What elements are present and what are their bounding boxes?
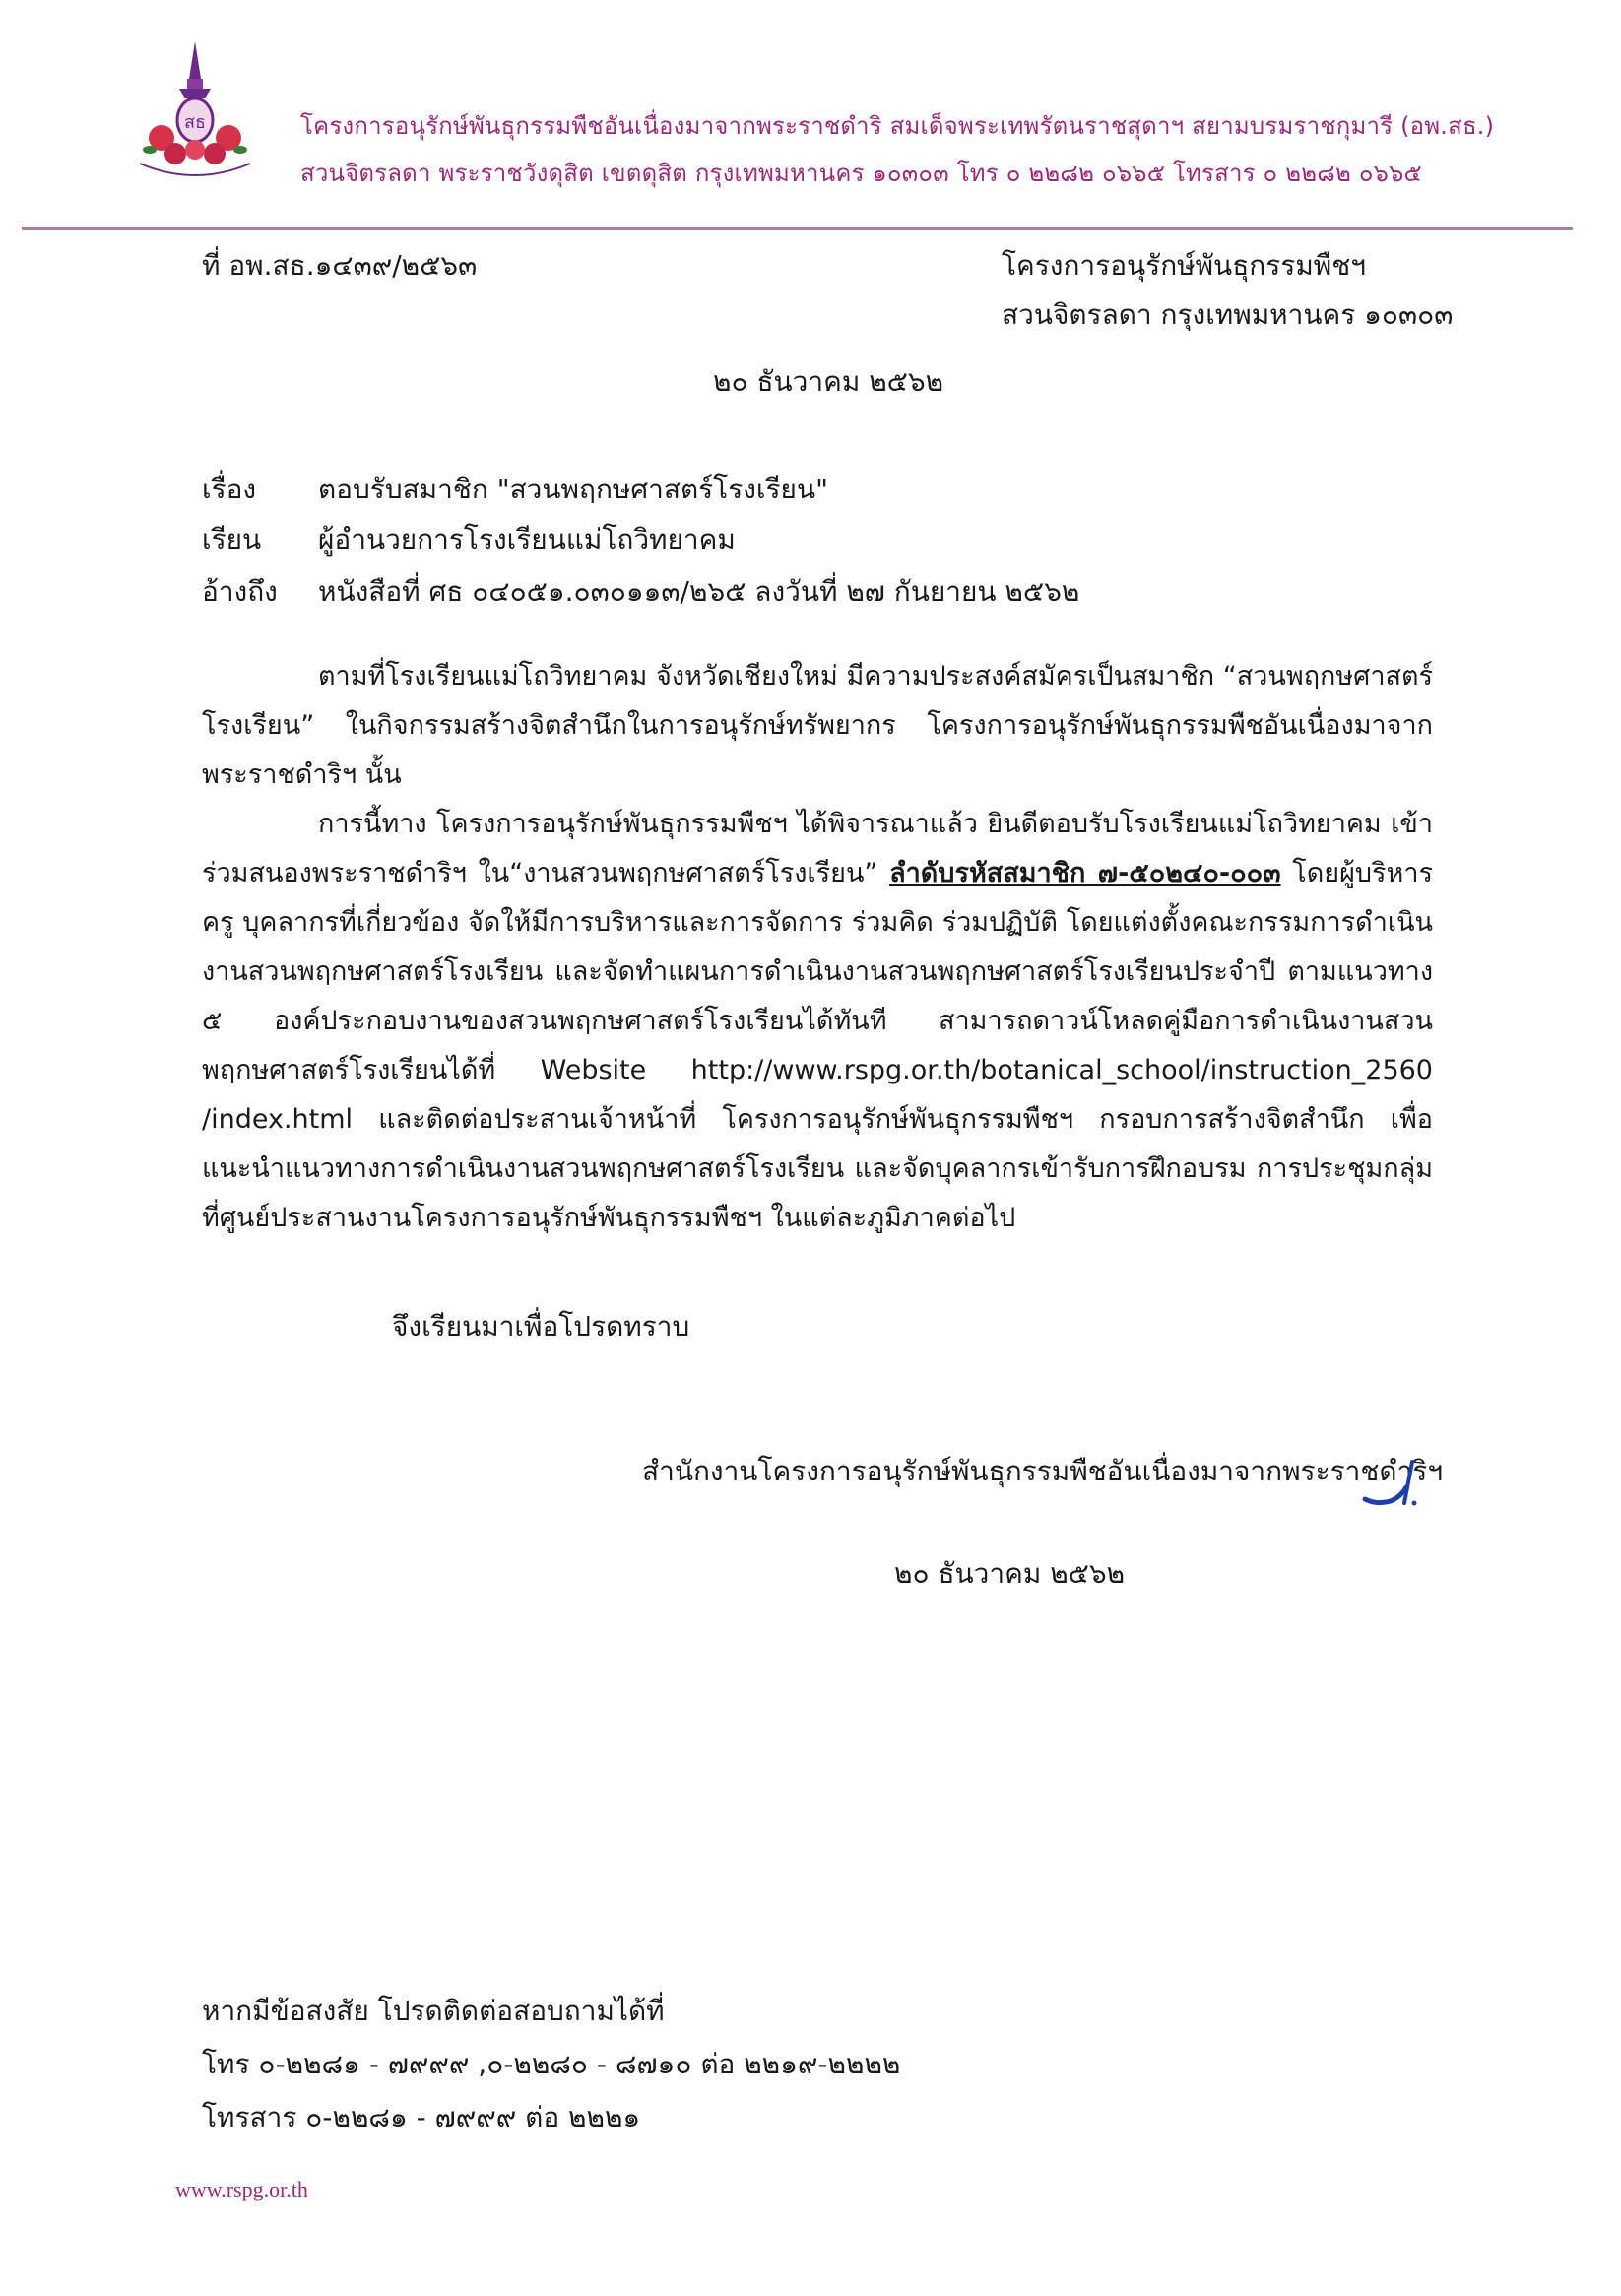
reference-number: ที่ อพ.สธ.๑๔๓๙/๒๕๖๓	[202, 249, 478, 282]
letter-date: ๒๐ ธันวาคม ๒๕๖๒	[713, 365, 944, 398]
sender-address: สวนจิตรลดา กรุงเทพมหานคร ๑๐๓๐๓	[1002, 298, 1454, 331]
subject-value: ตอบรับสมาชิก "สวนพฤกษศาสตร์โรงเรียน"	[318, 473, 828, 505]
member-code: ลำดับรหัสสมาชิก ๗-๕๐๒๔๐-๐๐๓	[889, 858, 1281, 888]
signatory-office: สำนักงานโครงการอนุรักษ์พันธุกรรมพืชอันเนื่องมาจากพระราชดำริฯ	[642, 1455, 1444, 1487]
contact-phone: โทร ๐-๒๒๘๑ - ๗๙๙๙ ,๐-๒๒๘๐ - ๘๗๑๐ ต่อ ๒๒๑๙-๒๒๒๒	[202, 2048, 901, 2080]
body-paragraph-1: ตามที่โรงเรียนแม่โถวิทยาคม จังหวัดเชียงใหม่ มีความประสงค์สมัครเป็นสมาชิก “สวนพฤกษศาสตร์โรงเรียน” ในกิจกรรมสร้างจิตสำนึกในการอนุรักษ์ทรัพยากร โครงการอนุรักษ์พันธุกรรมพืชอันเนื่องมาจากพระราชดำริฯ นั้น	[202, 661, 1433, 790]
svg-text:สธ: สธ	[184, 112, 206, 133]
letterhead-address: สวนจิตรลดา พระราชวังดุสิต เขตดุสิต กรุงเทพมหานคร ๑๐๓๐๓ โทร ๐ ๒๒๘๒ ๐๖๖๕ โทรสาร ๐ ๒๒๘๒ ๐๖๖๕	[300, 160, 1422, 187]
closing-line: จึงเรียนมาเพื่อโปรดทราบ	[392, 1310, 690, 1343]
website-link[interactable]: www.rspg.or.th	[175, 2177, 308, 2201]
recipient-label: เรียน	[202, 523, 262, 556]
contact-intro: หากมีข้อสงสัย โปรดติดต่อสอบถามได้ที่	[202, 1995, 665, 2027]
reference-value: หนังสือที่ ศธ ๐๔๐๕๑.๐๓๐๑๑๓/๒๖๕ ลงวันที่ ๒๗ กันยายน ๒๕๖๒	[318, 575, 1080, 608]
signature-mark	[1357, 1454, 1426, 1513]
letterhead-divider	[22, 227, 1573, 230]
signature-date: ๒๐ ธันวาคม ๒๕๖๒	[894, 1557, 1126, 1590]
subject-label: เรื่อง	[202, 473, 257, 505]
contact-fax: โทรสาร ๐-๒๒๘๑ - ๗๙๙๙ ต่อ ๒๒๒๑	[202, 2101, 641, 2133]
body-paragraph-2	[202, 800, 1433, 1243]
sender-name: โครงการอนุรักษ์พันธุกรรมพืชฯ	[1002, 249, 1366, 282]
reference-label: อ้างถึง	[202, 575, 278, 608]
rspg-emblem-logo	[126, 39, 264, 187]
recipient-value: ผู้อำนวยการโรงเรียนแม่โถวิทยาคม	[318, 523, 736, 556]
paragraph-2-details: โดยผู้บริหาร ครู บุคลากรที่เกี่ยวข้อง จัดให้มีการบริหารและการจัดการ ร่วมคิด ร่วมปฏิบัติ โดยแต่งตั้งคณะกรรมการดำเนินงานสวนพฤกษศาสตร์โรงเรียน และจัดทำแผนการดำเนินงานสวนพฤกษศาสตร์โรงเรียนประจำปี ตามแนวทาง ๕ องค์ประกอบงานของสวนพฤกษศาสตร์โรงเรียนได้ทันที สามารถดาวน์โหลดคู่มือการดำเนินงานสวนพฤกษศาสตร์โรงเรียนได้ที่ Website http://www.rspg.or.th/botanical_school/instruction_2560 /index.html และติดต่อประสานเจ้าหน้าที่ โครงการอนุรักษ์พันธุกรรมพืชฯ กรอบการสร้างจิตสำนึก เพื่อแนะนำแนวทางการดำเนินงานสวนพฤกษศาสตร์โรงเรียน และจัดบุคลากรเข้ารับการฝึกอบรม การประชุมกลุ่ม ที่ศูนย์ประสานงานโครงการอนุรักษ์พันธุกรรมพืชฯ ในแต่ละภูมิภาคต่อไป	[202, 858, 1433, 1233]
letterhead-title: โครงการอนุรักษ์พันธุกรรมพืชอันเนื่องมาจากพระราชดำริ สมเด็จพระเทพรัตนราชสุดาฯ สยามบรมราชกุมารี (อพ.สธ.)	[300, 112, 1495, 140]
paragraph-2-intro: การนี้ทาง โครงการอนุรักษ์พันธุกรรมพืชฯ ได้พิจารณาแล้ว ยินดีตอบรับโรงเรียนแม่โถวิทยาคม เข้าร่วมสนองพระราชดำริฯ ใน“งานสวนพฤกษศาสตร์โรงเรียน”	[202, 809, 1433, 888]
